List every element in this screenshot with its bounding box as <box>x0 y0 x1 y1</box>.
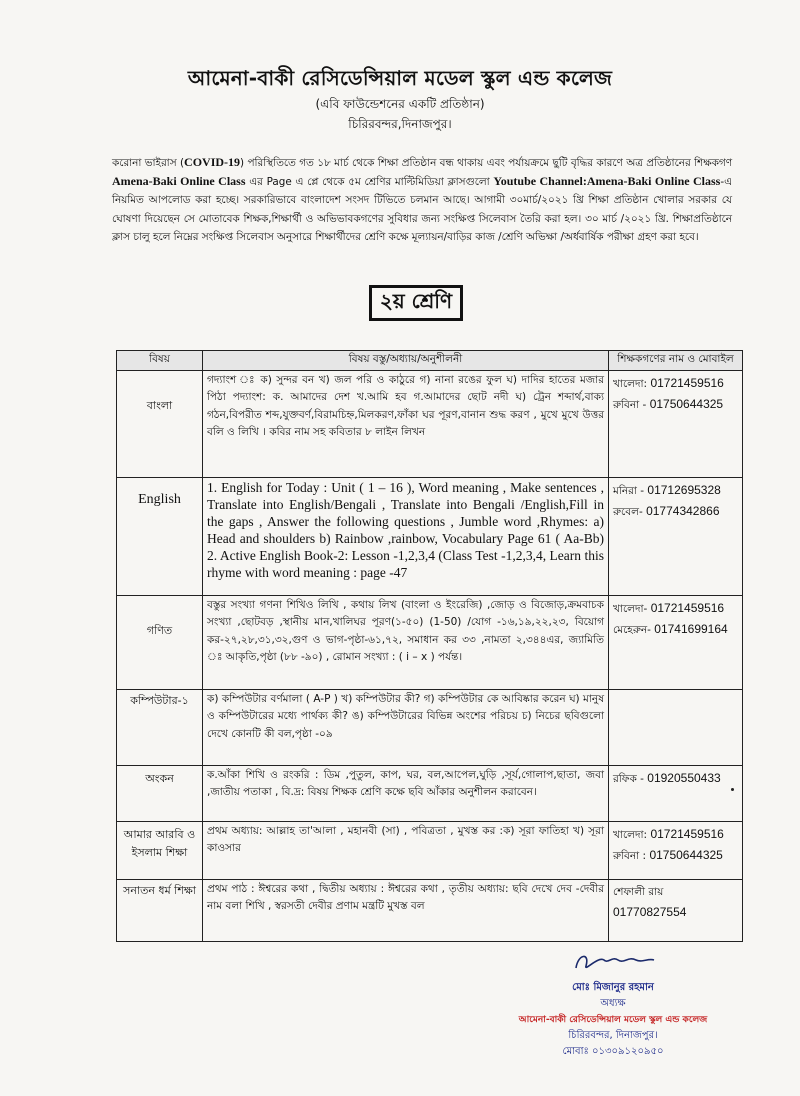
teacher-phone: 01750644325 <box>649 848 723 862</box>
school-subtitle: (এবি ফাউন্ডেশনের একটি প্রতিষ্ঠান) <box>315 97 485 111</box>
teacher-cell <box>609 478 743 596</box>
signature-scribble <box>568 948 658 976</box>
covid-term: COVID-19 <box>184 155 241 169</box>
header-content: বিষয় বস্তু/অধ্যায়/অনুশীলনী <box>203 351 609 371</box>
table-header-row <box>117 351 743 371</box>
subject-cell: আমার আরবি ও ইসলাম শিক্ষা <box>117 822 203 880</box>
principal-mobile: মোবাঃ ০১৩০৯১২০৯৫০ <box>562 1046 664 1057</box>
intro-text-2: ) পরিস্থিতিতে গত ১৮ মার্চ থেকে শিক্ষা প্রতিষ্ঠান বন্ধ থাকায় এবং পর্যায়ক্রমে ছুটি বৃদ্ধির কারণে অত্র প্রতিষ্ঠানের শিক্ষকগণ <box>240 157 732 169</box>
principal-title: অধ্যক্ষ <box>600 998 626 1009</box>
teacher-phone: 01721459516 <box>650 376 724 390</box>
content-cell: গদ্যাংশ ঃ ক) সুন্দর বন খ) জল পরি ও কাঠুরে গ) নানা রঙের ফুল ঘ) দাদির হাতের মজার পিঠা পদ্যাংশ: ক. আমাদের দেশ খ.আমি হব গ.আমাদের ছোট নদী ঘ) ট্রেন শব্দার্থ,বাক্য গঠন,বিপরীত শব্দ,যুক্তবর্ণ,বিরামচিহ্ন,মিলকরণ,ফাঁকা ঘর পূরণ,বানান শুদ্ধ করণ , মুখে মুখে উত্তর বলি ও লিখি । কবির নাম সহ কবিতার ৮ লাইন লিখন <box>203 371 609 478</box>
intro-text-1: করোনা ভাইরাস ( <box>112 157 185 169</box>
table-row <box>117 596 743 690</box>
subject-cell: English <box>117 478 203 596</box>
teacher-name: খালেদা- <box>613 603 648 615</box>
principal-name: মোঃ মিজানুর রহমান <box>572 982 654 993</box>
syllabus-table <box>116 350 743 942</box>
teacher-name: খালেদা: <box>613 378 648 390</box>
teacher-name: রুবেল- <box>613 506 643 518</box>
teacher-cell <box>609 822 743 880</box>
youtube-channel-name: Youtube Channel:Amena-Baki Online Class <box>493 174 721 189</box>
table-row <box>117 478 743 596</box>
subject-cell: বাংলা <box>117 371 203 478</box>
header-subject: বিষয় <box>117 351 203 371</box>
header-teacher: শিক্ষকগণের নাম ও মোবাইল <box>609 351 743 371</box>
ink-dot <box>731 788 734 791</box>
teacher-phone: 01770827554 <box>613 905 687 919</box>
teacher-name: রফিক - <box>613 773 644 785</box>
teacher-phone: 01741699164 <box>654 622 728 636</box>
teacher-phone: 01721459516 <box>650 827 724 841</box>
table-row <box>117 880 743 942</box>
teacher-phone: 01774342866 <box>646 504 720 518</box>
teacher-cell <box>609 596 743 690</box>
content-cell: প্রথম অধ্যায়: আল্লাহ তা'আলা , মহানবী (সা) , পবিত্রতা , মুখস্ত কর :ক) সূরা ফাতিহা খ) সূরা কাওসার <box>203 822 609 880</box>
teacher-cell <box>609 690 743 766</box>
subject-cell: গণিত <box>117 596 203 690</box>
content-cell: প্রথম পাঠ : ঈশ্বরের কথা , দ্বিতীয় অধ্যায় : ঈশ্বরের কথা , তৃতীয় অধ্যায়: ছবি দেখে দেব -দেবীর নাম বলা শিখি , স্বরসতী দেবীর প্রণাম মন্ত্রটি মুখস্ত বল <box>203 880 609 942</box>
teacher-phone: 01721459516 <box>650 601 725 615</box>
table-row <box>117 766 743 822</box>
intro-text-3: এর Page এ প্লে থেকে ৫ম শ্রেণির মাল্টিমিডিয়া ক্লাসগুলো <box>245 176 494 189</box>
subject-cell: অংকন <box>117 766 203 822</box>
signature-block <box>478 948 748 1060</box>
intro-paragraph <box>112 153 732 246</box>
teacher-name: রুবিনা : <box>613 850 647 862</box>
teacher-name: খালেদা: <box>613 829 648 841</box>
table-row <box>117 822 743 880</box>
teacher-cell <box>609 880 743 942</box>
school-name: আমেনা-বাকী রেসিডেন্সিয়াল মডেল স্কুল এন্ড কলেজ <box>187 66 613 90</box>
content-cell: 1. English for Today : Unit ( 1 – 16 ), Word meaning , Make sentences , Translate into English/Bengali , Translate into Bengali /English,Fill in the gaps , Answer the following questions , Jumble word ,Rhymes: a) Head and shoulders b) Rainbow ,rainbow, Vocabulary Page 61 ( Aa-Bb) 2. Active English Book-2: Lesson -1,2,3,4 (Class Test -1,2,3,4, Learn this rhyme with word meaning : page -47 <box>203 478 609 596</box>
subject-cell: কম্পিউটার-১ <box>117 690 203 766</box>
teacher-cell <box>609 766 743 822</box>
school-address: চিরিরবন্দর,দিনাজপুর। <box>348 117 452 131</box>
table-row <box>117 690 743 766</box>
teacher-name: মনিরা - <box>613 485 645 497</box>
teacher-name: শেফালী রায় <box>613 886 664 898</box>
online-class-name: Amena-Baki Online Class <box>112 174 246 189</box>
subject-cell: সনাতন ধর্ম শিক্ষা <box>117 880 203 942</box>
content-cell: বস্তুর সংখ্যা গণনা শিখিও লিখি , কথায় লিখ (বাংলা ও ইংরেজি) ,জোড় ও বিজোড়,ক্রমবাচক সংখ্যা ,ছোটবড় ,স্থানীয় মান,খালিঘর পূরণ(১-৫০) (1-50) /যোগ -১৬,১৯,২২,২৩, বিয়োগ কর-২৭,২৮,৩১,৩২,গুণ ও ভাগ-পৃষ্ঠা-৬১,৭২, সমাধান কর ৩৩ ,নামতা ২,৩৪৪এর, জ্যামিতি ঃ আকৃতি,পৃষ্ঠা (৮৮ -৯০) , রোমান সংখ্যা : ( i – x ) পর্যন্ত। <box>203 596 609 690</box>
table-row <box>117 371 743 478</box>
teacher-name: রুবিনা - <box>613 399 647 411</box>
intro-text-4: -এ নিয়মিত আপলোড করা হচ্ছে। সরকারিভাবে বাংলাদেশ সংসদ টিভিতে চলমান আছে। আগামী ৩০মার্চ/২০২১ খ্রি শিক্ষা প্রতিষ্ঠান খোলার সরকার যে ঘোষণা দিয়েছেন সে মোতাবেক শিক্ষক,শিক্ষার্থী ও অভিভাবকগণের সুবিধার জন্য সংক্ষিপ্ত সিলেবাস তৈরি করা হল। ৩০ মার্চ /২০২১ খ্রি. শিক্ষাপ্রতিষ্ঠানে ক্লাস চালু হলে নিম্নের সংক্ষিপ্ত সিলেবাস অনুসারে শিক্ষার্থীদের শ্রেণি কক্ষে মূল্যায়ন/বাড়ির কাজ /শ্রেণি অভিক্ষা /অর্ধবার্ষিক পরীক্ষা গ্রহণ করা হবে। <box>112 176 733 243</box>
teacher-name: মেহেরুন- <box>613 624 651 636</box>
teacher-phone: 01750644325 <box>649 397 724 411</box>
principal-institution: আমেনা-বাকী রেসিডেন্সিয়াল মডেল স্কুল এন্ড কলেজ <box>518 1015 708 1025</box>
class-label-box: ২য় শ্রেণি <box>369 285 463 321</box>
teacher-phone: 01920550433 <box>647 771 721 785</box>
content-cell: ক.আঁকা শিখি ও রংকরি : ডিম ,পুতুল, কাপ, ঘর, বল,আপেল,ঘুড়ি ,সূর্য,গোলাপ,ছাতা, জবা ,জাতীয় পতাকা , বি.দ্র: বিষয় শিক্ষক শ্রেণি কক্ষে ছবি আঁকার অনুশীলন করাবেন। <box>203 766 609 822</box>
teacher-cell <box>609 371 743 478</box>
principal-address: চিরিরবন্দর, দিনাজপুর। <box>568 1030 658 1041</box>
content-cell: ক) কম্পিউটার বর্ণমালা ( A-P ) খ) কম্পিউটার কী? গ) কম্পিউটার কে আবিষ্কার করেন ঘ) মানুষ ও কম্পিউটারের মধ্যে পার্থক্য কী? ঙ) কম্পিউটারের বিভিন্ন অংশের পরিচয় চ) নিচের ছবিগুলো দেখে কোনটি কী বল,পৃষ্ঠা -০৯ <box>203 690 609 766</box>
teacher-phone: 01712695328 <box>647 483 721 497</box>
